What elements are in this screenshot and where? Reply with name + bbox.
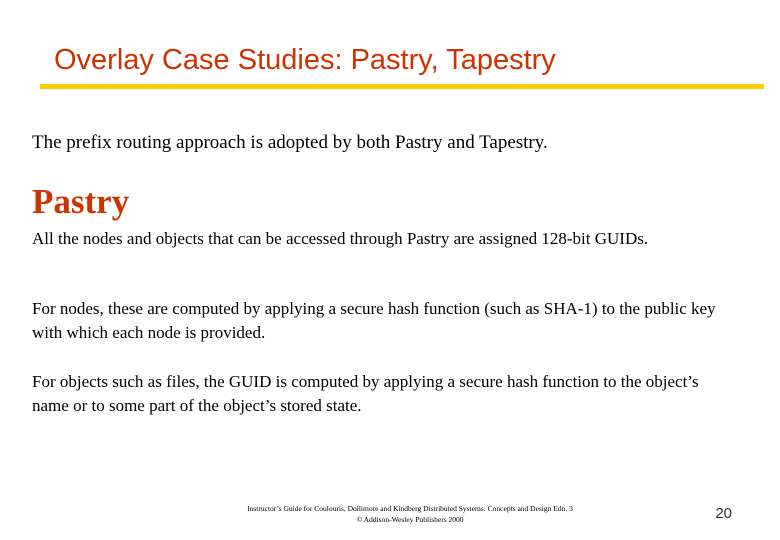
title-underline	[40, 84, 764, 89]
paragraph-nodes: For nodes, these are computed by applying a secure hash function (such as SHA-1) to the public key with which each node is provided.	[32, 299, 716, 342]
footer-credit	[190, 503, 630, 525]
footer-credit-line1: Instructor’s Guide for Coulouris, Dollimore and Kindberg Distributed Systems: Concepts and Design Edn. 3	[247, 504, 573, 513]
intro-text: The prefix routing approach is adopted by both Pastry and Tapestry.	[32, 132, 548, 153]
page-number: 20	[715, 505, 732, 522]
slide-title: Overlay Case Studies: Pastry, Tapestry	[54, 44, 556, 76]
paragraph-guids: All the nodes and objects that can be accessed through Pastry are assigned 128-bit GUIDs.	[32, 229, 649, 248]
paragraph-objects: For objects such as files, the GUID is computed by applying a secure hash function to the object’s name or to some part of the object’s stored state.	[32, 372, 699, 415]
footer-credit-line2: © Addison-Wesley Publishers 2000	[356, 515, 464, 524]
section-heading-pastry: Pastry	[32, 182, 130, 221]
